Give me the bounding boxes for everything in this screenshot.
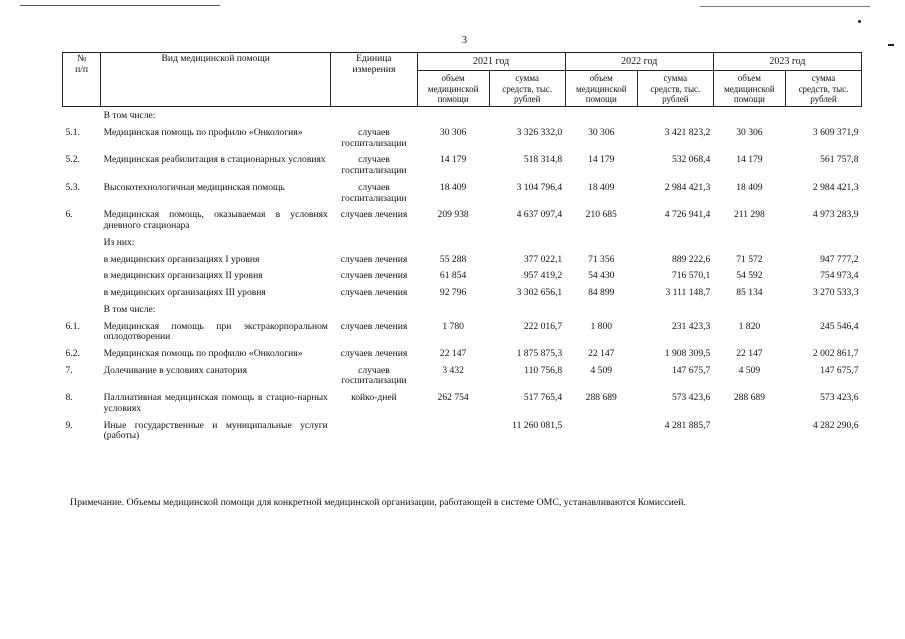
scan-edge-line <box>20 5 220 6</box>
amount-2023: 561 757,8 <box>820 154 859 166</box>
row-number: 5.2. <box>65 154 80 166</box>
header-type: Вид медицинской помощи <box>101 53 331 107</box>
amount-2022: 573 423,6 <box>671 392 711 404</box>
amount-2021: 957 419,2 <box>523 270 563 282</box>
unit-of-measure: случаев госпитализации <box>341 364 407 387</box>
amount-2021: 3 302 656,1 <box>516 287 563 299</box>
volume-2023: 22 147 <box>736 347 763 359</box>
volume-2021: 1 780 <box>442 320 464 332</box>
service-type: Медицинская реабилитация в стационарных условиях <box>103 154 326 166</box>
volume-2023: 71 572 <box>736 253 763 265</box>
amount-2021: 518 314,8 <box>523 154 563 166</box>
volume-2021: 61 854 <box>439 270 467 282</box>
service-type: в медицинских организациях I уровня <box>103 253 260 265</box>
volume-2023: 30 306 <box>736 126 763 138</box>
row-number: 5.1. <box>65 126 80 138</box>
amount-2021: 222 016,7 <box>523 320 563 332</box>
service-type: в медицинских организациях III уровня <box>103 287 266 299</box>
service-type: Медицинская помощь, оказываемая в условиях дневного стационара <box>103 209 328 232</box>
unit-of-measure: случаев лечения <box>340 287 408 299</box>
unit-of-measure <box>331 417 417 444</box>
volume-2022: 22 147 <box>588 347 615 359</box>
volume-2023: 14 179 <box>736 154 763 166</box>
section-label-row <box>63 234 862 251</box>
volume-2021: 262 754 <box>437 392 469 404</box>
table-row <box>63 417 862 444</box>
volume-2022: 71 356 <box>588 253 615 265</box>
volume-2021: 30 306 <box>439 126 467 138</box>
unit-of-measure: случаев госпитализации <box>341 181 407 204</box>
volume-2022: 30 306 <box>588 126 615 138</box>
volume-2022: 288 689 <box>585 392 617 404</box>
header-volume: объем медицинской помощи <box>713 71 785 107</box>
volume-2021: 18 409 <box>439 181 467 193</box>
amount-2023: 147 675,7 <box>820 364 859 376</box>
row-num <box>63 301 101 318</box>
table-row <box>63 151 862 178</box>
table-row <box>63 267 862 284</box>
service-type: Иные государственные и муниципальные услуги (работы) <box>103 419 328 442</box>
amount-2023: 754 973,4 <box>820 270 859 282</box>
amount-2022: 3 111 148,7 <box>665 287 711 299</box>
service-type: Высокотехнологичная медицинская помощь <box>103 181 285 193</box>
volume-2022: 14 179 <box>588 154 615 166</box>
funding-table <box>62 52 862 444</box>
unit-of-measure: койко-дней <box>351 392 397 404</box>
table-row <box>63 389 862 416</box>
scan-speck <box>858 20 861 23</box>
volume-2022: 4 509 <box>590 364 613 376</box>
amount-2023: 4 973 283,9 <box>812 209 859 221</box>
volume-2021 <box>417 417 489 444</box>
header-amount: сумма средств, тыс. рублей <box>637 71 713 107</box>
service-type: в медицинских организациях II уровня <box>103 270 263 282</box>
unit-of-measure: случаев госпитализации <box>341 154 407 177</box>
amount-2021: 377 022,1 <box>523 253 563 265</box>
header-num: № п/п <box>63 53 101 107</box>
amount-2023: 573 423,6 <box>820 392 859 404</box>
volume-2023: 85 134 <box>736 287 763 299</box>
volume-2023: 288 689 <box>733 392 765 404</box>
row-number <box>63 267 101 284</box>
service-type: Паллиативная медицинская помощь в стацио-нарных условиях <box>103 392 328 414</box>
volume-2021: 92 796 <box>439 287 467 299</box>
scan-edge-line <box>700 6 870 7</box>
amount-2023: 245 546,4 <box>820 320 859 332</box>
amount-2023: 947 777,2 <box>820 253 859 265</box>
row-number: 7. <box>65 364 73 376</box>
unit-of-measure: случаев лечения <box>340 320 408 332</box>
row-number: 8. <box>65 392 73 404</box>
amount-2022: 2 984 421,3 <box>664 181 711 193</box>
amount-2021: 110 756,8 <box>524 364 563 376</box>
header-year-2021: 2021 год <box>417 53 565 71</box>
volume-2021: 55 288 <box>439 253 467 265</box>
unit-of-measure: случаев лечения <box>340 253 408 265</box>
unit-of-measure: случаев лечения <box>340 347 408 359</box>
header-volume: объем медицинской помощи <box>565 71 637 107</box>
amount-2021: 11 260 081,5 <box>512 419 563 431</box>
row-number: 6.2. <box>65 347 80 359</box>
header-amount: сумма средств, тыс. рублей <box>489 71 565 107</box>
table-row <box>63 318 862 345</box>
amount-2021: 3 326 332,0 <box>516 126 563 138</box>
unit-of-measure: случаев госпитализации <box>341 126 407 149</box>
unit-of-measure: случаев лечения <box>340 209 408 221</box>
amount-2023: 3 609 371,9 <box>812 126 859 138</box>
table-row <box>63 284 862 301</box>
section-label-row <box>63 301 862 318</box>
amount-2021: 517 765,4 <box>523 392 563 404</box>
volume-2023: 4 509 <box>738 364 761 376</box>
page-number: 3 <box>462 35 467 46</box>
unit-of-measure: случаев лечения <box>340 270 408 282</box>
section-label: В том числе: <box>103 110 156 122</box>
row-num <box>63 107 101 124</box>
row-number: 6.1. <box>65 320 80 332</box>
amount-2023: 4 282 290,6 <box>812 419 859 431</box>
header-row <box>63 53 862 71</box>
amount-2023: 2 002 861,7 <box>812 347 859 359</box>
volume-2023: 54 592 <box>736 270 763 282</box>
volume-2022: 84 899 <box>588 287 615 299</box>
volume-2023 <box>713 417 785 444</box>
section-label: Из них: <box>103 236 135 248</box>
row-number: 6. <box>65 209 73 221</box>
amount-2022: 4 281 885,7 <box>664 419 711 431</box>
amount-2021: 4 637 097,4 <box>516 209 563 221</box>
service-type: Долечивание в условиях санатория <box>103 364 247 376</box>
table-row <box>63 345 862 362</box>
header-volume: объем медицинской помощи <box>417 71 489 107</box>
service-type: Медицинская помощь при экстракорпоральном оплодотворении <box>103 320 328 343</box>
amount-2022: 532 068,4 <box>671 154 711 166</box>
row-number <box>63 251 101 268</box>
amount-2022: 1 908 309,5 <box>664 347 711 359</box>
volume-2023: 18 409 <box>736 181 763 193</box>
volume-2022: 18 409 <box>588 181 615 193</box>
section-label-row <box>63 107 862 124</box>
table-row <box>63 251 862 268</box>
service-type: Медицинская помощь по профилю «Онкология» <box>103 347 303 359</box>
volume-2022: 54 430 <box>588 270 615 282</box>
volume-2022: 1 800 <box>590 320 613 332</box>
header-amount: сумма средств, тыс. рублей <box>785 71 861 107</box>
amount-2022: 231 423,3 <box>671 320 711 332</box>
service-type: Медицинская помощь по профилю «Онкология» <box>103 126 303 138</box>
volume-2023: 211 298 <box>733 209 765 221</box>
volume-2022: 210 685 <box>585 209 617 221</box>
amount-2022: 716 570,1 <box>671 270 711 282</box>
amount-2022: 889 222,6 <box>671 253 711 265</box>
section-label: В том числе: <box>103 303 156 315</box>
table-row <box>63 362 862 389</box>
amount-2023: 3 270 533,3 <box>812 287 859 299</box>
volume-2021: 209 938 <box>437 209 469 221</box>
footnote: Примечание. Объемы медицинской помощи для конкретной медицинской организации, работающей в системе ОМС, устанавливаются Комиссией. <box>70 497 686 508</box>
volume-2021: 14 179 <box>439 154 467 166</box>
amount-2022: 147 675,7 <box>671 364 711 376</box>
volume-2022 <box>565 417 637 444</box>
volume-2023: 1 820 <box>738 320 761 332</box>
scan-dash <box>888 44 894 46</box>
row-num <box>63 234 101 251</box>
row-number <box>63 284 101 301</box>
table-row <box>63 124 862 151</box>
table-row <box>63 206 862 233</box>
volume-2021: 3 432 <box>442 364 464 376</box>
header-unit: Единица измерения <box>331 53 417 107</box>
amount-2021: 1 875 875,3 <box>516 347 563 359</box>
header-year-2023: 2023 год <box>713 53 861 71</box>
header-year-2022: 2022 год <box>565 53 713 71</box>
amount-2023: 2 984 421,3 <box>812 181 859 193</box>
amount-2022: 4 726 941,4 <box>664 209 711 221</box>
row-number: 5.3. <box>65 181 80 193</box>
table-row <box>63 179 862 206</box>
amount-2021: 3 104 796,4 <box>516 181 563 193</box>
amount-2022: 3 421 823,2 <box>664 126 711 138</box>
row-number: 9. <box>65 419 73 431</box>
volume-2021: 22 147 <box>439 347 467 359</box>
